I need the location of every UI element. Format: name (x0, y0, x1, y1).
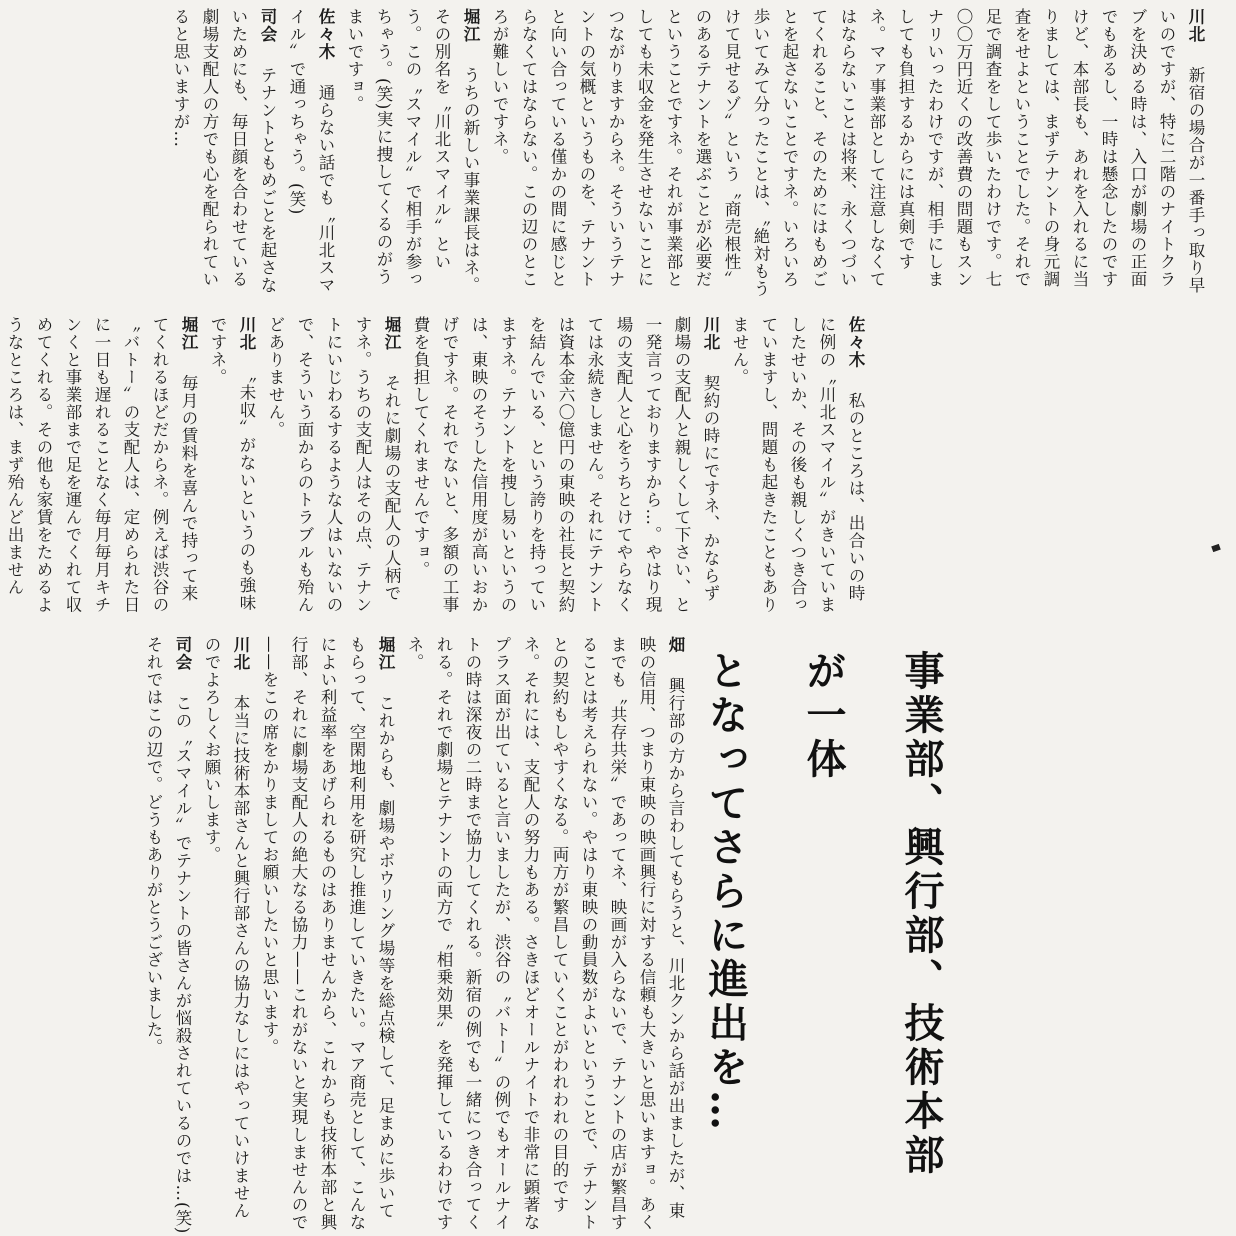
dialogue-paragraph (485, 8, 1210, 300)
speaker-name: 堀江 (376, 636, 395, 671)
speech-text: 新宿の場合が一番手っ取り早いのですが、特に二階のナイトクラブを決める時は、入口が劇場の正面でもあるし、一時は懸念したのですけど、本部長も、あれを入れるに当りましては、まずテナントの身元調査をせよということでした。それで足で調査をして歩いたわけです。七〇〇万円近くの改善費の問題もスンナリいったわけですが、相手にしましても負担するからには真剣ですネ。マァ事業部として注意しなくてはならないことは将来、永くつづいてくれること、そのためにはもめごとを起さないことですネ。いろいろ歩いてみて分ったことは、〝絶対もうけて見せるゾ〟という〝商売根性〟のあるテナントを選ぶことが必要だということですネ。それが事業部としても未収金を発生させないことにつながりますからネ。そういうテナントの気概というものを、テナントと向い合っている僅かの間に感じとらなくてはならない。この辺のところが難しいですネ。 (490, 8, 1205, 298)
speech-text: 通らない話でも〝川北スマイル〟で通っちゃう。(笑) (287, 8, 335, 294)
speaker-name: 司会 (173, 636, 192, 671)
speaker-name: 川北 (701, 316, 720, 351)
heading-line-1: 事業部、興行部、技術本部が一体 (800, 650, 945, 1178)
speaker-name: 川北 (1186, 8, 1205, 43)
speaker-name: 畑 (666, 636, 685, 654)
dialogue-paragraph (725, 316, 870, 616)
speech-text: それに劇場の支配人の人柄ですネ。うちの支配人はその点、テナントにいじわるするような人はいないので、そういう面からのトラブルも殆んどありません。 (266, 316, 401, 614)
speaker-name: 佐々木 (316, 8, 335, 61)
dialogue-paragraph (203, 316, 261, 616)
speaker-name: 堀江 (461, 8, 480, 43)
text-tier-bottom (0, 636, 690, 1236)
speech-text: これからも、劇場やボウリング場等を総点検して、足まめに歩いてもらって、空閑地利用を研究し推進していきたい。マア商売として、こんなによい利益率をあげられるものはありませんから、これからも技術本部と興行部、それに劇場支配人の絶大なる協力——これがないと実現しませんので——をこの席をかりましてお願いしたいと思います。 (260, 636, 395, 1231)
speech-text: 私のところは、出合いの時に例の〝川北スマイル〟がきいていましたせいか、その後も親しくつき合っていますし、問題も起きたこともありません。 (730, 316, 865, 614)
speaker-name: 司会 (258, 8, 277, 43)
speaker-name: 川北 (231, 636, 250, 671)
dialogue-paragraph (340, 8, 485, 300)
dialogue-paragraph (406, 316, 725, 616)
speaker-name: 堀江 (179, 316, 198, 351)
dialogue-paragraph (255, 636, 400, 1236)
speech-text: 〝未収〟がないというのも強味ですネ。 (208, 316, 256, 612)
section-heading (702, 650, 970, 1210)
dialogue-paragraph (261, 316, 406, 616)
print-mark (1211, 544, 1221, 552)
dialogue-paragraph (282, 8, 340, 300)
speech-text: 毎月の賃料を喜んで持って来てくれるほどだからネ。例えば渋谷の〝バトー〟の支配人は、定められた日に一日も遅れることなく毎月毎月キチンくと事業部まで足を運んでくれて収めてくれる。その他も家賃をためるようなところは、まず殆んど出ません (5, 316, 198, 614)
speech-text: うちの新しい事業課長はネ。その別名を〝川北スマイル〟という。この〝スマイル〟で相手が参っちゃう。(笑)実に捜してくるのがうまいですョ。 (345, 8, 480, 294)
dialogue-paragraph (0, 316, 203, 616)
dialogue-paragraph (139, 636, 197, 1236)
text-tier-top (0, 8, 1210, 300)
speech-text: 興行部の方から言わしてもらうと、川北クンから話が出ましたが、東映の信用、つまり東映の映画興行に対する信頼も大きいと思いますョ。あくまでも〝共存共栄〟であってネ、映画が入らないで、テナントの店が繁昌することは考えられない。やはり東映の動員数がよいということで、テナントとの契約もしやすくなる。両方が繁昌していくことがわれわれの目的ですネ。それには、支配人の努力もある。さきほどオールナイトで非常に顕著なプラス面が出ていると言いましたが、渋谷の〝バトー〟の例でもオールナイトの時は深夜の二時まで協力してくれる。新宿の例でも一緒につき合ってくれる。それで劇場とテナントの両方で〝相乗効果〟を発揮しているわけですネ。 (405, 636, 685, 1231)
speaker-name: 堀江 (382, 316, 401, 351)
speech-text: 契約の時にですネ、かならず劇場の支配人と親しくして下さい、と一発言っておりますから…。やはり現場の支配人と心をうちとけてやらなくては永続きしません。それにテナントは資本金六〇億円の東映の社長と契約を結んでいる、という誇りを持っていますネ。テナントを捜し易いというのは、東映のそうした信用度が高いおかげですネ。それでないと、多額の工事費を負担してくれませんですョ。 (411, 316, 720, 614)
dialogue-paragraph (166, 8, 282, 300)
dialogue-paragraph (400, 636, 690, 1236)
dialogue-paragraph (197, 636, 255, 1236)
speech-text: 本当に技術本部さんと興行部さんの協力なしにはやっていけませんのでよろしくお願いします。 (202, 636, 250, 1220)
speech-text: この〝スマイル〟でテナントの皆さんが悩殺されているのでは…(笑)それではこの辺で。どうもありがとうございました。 (144, 636, 192, 1235)
text-tier-middle (0, 316, 870, 616)
speech-text: テナントともめごとを起さないためにも、毎日顔を合わせている劇場支配人の方でも心を配られていると思いますが… (171, 8, 277, 294)
speaker-name: 佐々木 (846, 316, 865, 369)
speaker-name: 川北 (237, 316, 256, 351)
heading-line-2: となってさらに進出を… (702, 650, 749, 1134)
